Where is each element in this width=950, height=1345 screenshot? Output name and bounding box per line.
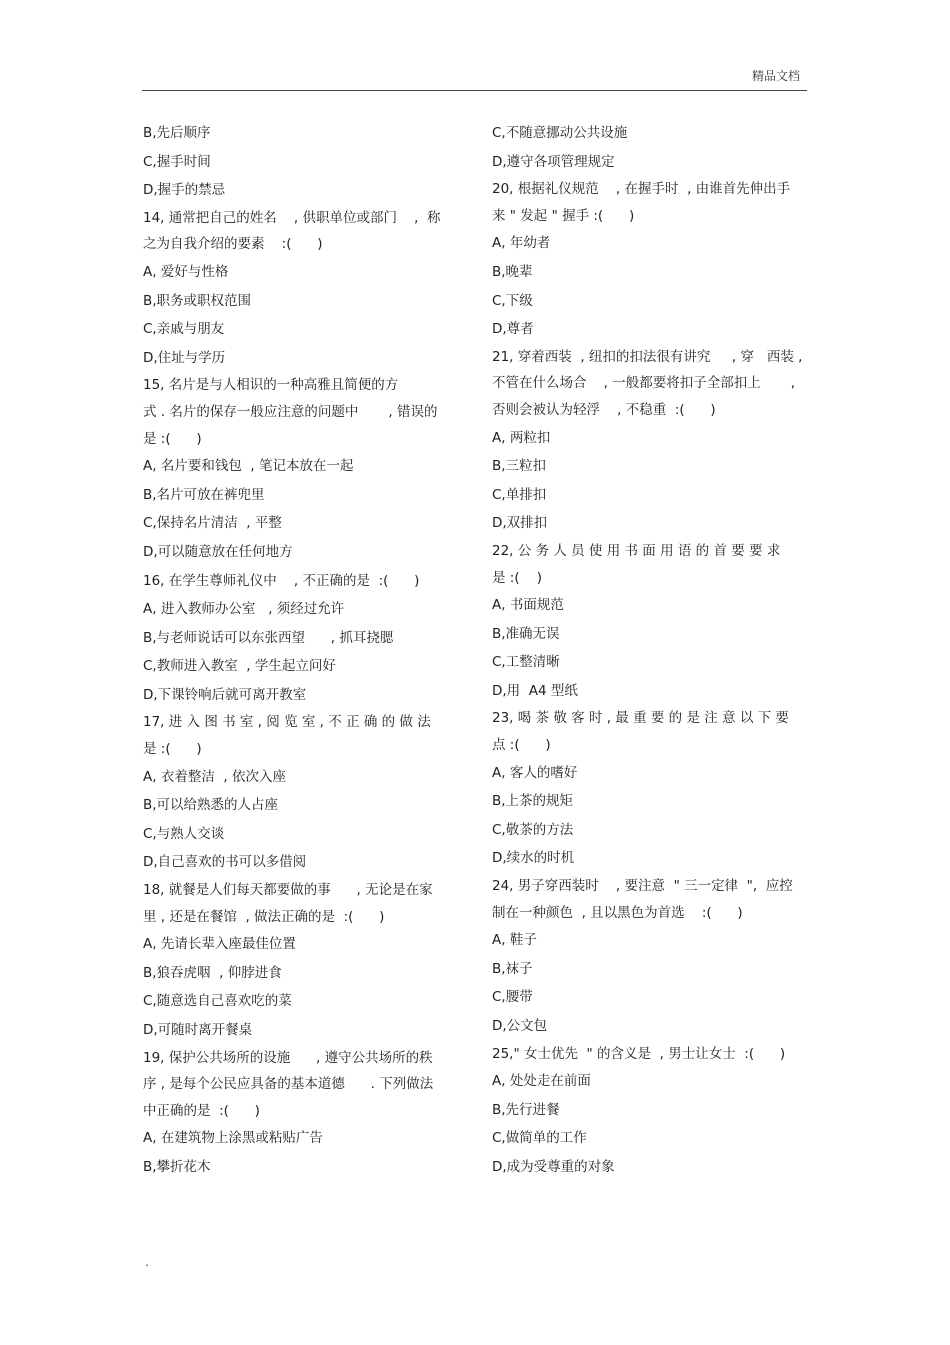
question-line: 17, 进 入 图 书 室 , 阅 览 室 , 不 正 确 的 做 法	[143, 714, 431, 731]
option-line: C,不随意挪动公共设施	[492, 125, 628, 141]
page-header-label: 精品文档	[752, 69, 801, 83]
question-line: 22, 公 务 人 员 使 用 书 面 用 语 的 首 要 要 求	[492, 542, 781, 559]
option-line: B,袜子	[492, 960, 533, 977]
option-line: A, 在建筑物上涂黑或粘贴广告	[143, 1130, 323, 1147]
question-line: 18, 就餐是人们每天都要做的事 , 无论是在家	[143, 882, 433, 899]
option-line: C,握手时间	[143, 153, 211, 170]
option-line: B,三粒扣	[492, 458, 547, 475]
question-line: 来 " 发起 " 握手 :( )	[492, 207, 635, 224]
option-line: C,教师进入教室 , 学生起立问好	[143, 658, 336, 675]
option-line: C,保持名片清洁 , 平整	[143, 515, 282, 532]
question-line: 里 , 还是在餐馆 , 做法正确的是 :( )	[143, 908, 385, 925]
question-line: 23, 喝 茶 敬 客 时 , 最 重 要 的 是 注 意 以 下 要	[492, 710, 789, 727]
question-line: 14, 通常把自己的姓名 , 供职单位或部门 , 称	[143, 209, 441, 226]
option-line: B,晚辈	[492, 263, 533, 280]
option-line: C,与熟人交谈	[143, 825, 225, 842]
option-line: A, 客人的嗜好	[492, 764, 578, 781]
option-line: C,单排扣	[492, 486, 547, 503]
option-line: B,先行进餐	[492, 1101, 560, 1118]
option-line: A, 两粒扣	[492, 429, 551, 446]
option-line: A, 爱好与性格	[143, 263, 229, 280]
question-line: 制在一种颜色 , 且以黑色为首选 :( )	[492, 904, 743, 921]
option-line: B,上茶的规矩	[492, 793, 574, 810]
option-line: A, 处处走在前面	[492, 1073, 591, 1090]
option-line: B,狼吞虎咽 , 仰脖进食	[143, 964, 282, 981]
option-line: D,公文包	[492, 1018, 548, 1034]
question-line: 24, 男子穿西装时 , 要注意 " 三一定律 ", 应控	[492, 878, 793, 895]
question-line: 是 :( )	[492, 569, 543, 586]
option-line: B,与老师说话可以东张西望 , 抓耳挠腮	[143, 629, 394, 646]
question-line: 是 :( )	[143, 430, 202, 447]
option-line: C,做简单的工作	[492, 1130, 587, 1147]
question-line: 15, 名片是与人相识的一种高雅且简便的方	[143, 377, 399, 394]
question-line: 20, 根据礼仪规范 , 在握手时 , 由谁首先伸出手	[492, 181, 791, 198]
option-line: A, 衣着整洁 , 依次入座	[143, 768, 286, 785]
option-line: D,遵守各项管理规定	[492, 153, 615, 170]
option-line: B,先后顺序	[143, 125, 211, 141]
option-line: D,双排扣	[492, 515, 548, 532]
question-line: 不管在什么场合 , 一般都要将扣子全部扣上 ,	[492, 375, 796, 392]
question-line: 否则会被认为轻浮 , 不稳重 :( )	[492, 401, 716, 418]
question-line: 序 , 是每个公民应具备的基本道德 . 下列做法	[143, 1076, 434, 1093]
option-line: B,攀折花木	[143, 1158, 211, 1175]
option-line: D,住址与学历	[143, 349, 226, 366]
option-line: C,敬茶的方法	[492, 821, 574, 838]
question-line: 之为自我介绍的要素 :( )	[143, 236, 323, 253]
option-line: C,随意选自己喜欢吃的菜	[143, 993, 292, 1010]
option-line: C,下级	[492, 292, 533, 309]
option-line: A, 书面规范	[492, 597, 564, 614]
option-line: C,工整清晰	[492, 654, 560, 671]
header-rule	[142, 90, 807, 91]
option-line: D,自己喜欢的书可以多借阅	[143, 854, 307, 871]
question-line: 是 :( )	[143, 741, 202, 758]
question-line: 式 . 名片的保存一般应注意的问题中 , 错误的	[143, 403, 438, 420]
option-line: A, 进入教师办公室 , 须经过允许	[143, 601, 345, 618]
footer-mark: .	[145, 1255, 149, 1269]
option-line: 16, 在学生尊师礼仪中 , 不正确的是 :( )	[143, 572, 420, 589]
right-column	[492, 119, 810, 1182]
left-column	[143, 119, 461, 1182]
option-line: D,握手的禁忌	[143, 182, 226, 199]
option-line: D,成为受尊重的对象	[492, 1158, 615, 1175]
option-line: D,尊者	[492, 321, 534, 338]
option-line: D,用 A4 型纸	[492, 682, 578, 699]
question-line: 点 :( )	[492, 737, 551, 754]
option-line: B,可以给熟悉的人占座	[143, 797, 279, 814]
option-line: C,腰带	[492, 989, 533, 1006]
question-line: 25," 女士优先 " 的含义是 , 男士让女士 :( )	[492, 1045, 786, 1062]
option-line: D,可以随意放在任何地方	[143, 543, 293, 560]
option-line: D,下课铃响后就可离开教室	[143, 686, 307, 703]
option-line: A, 名片要和钱包 , 笔记本放在一起	[143, 458, 354, 475]
option-line: A, 年幼者	[492, 235, 551, 252]
question-line: 中正确的是 :( )	[143, 1102, 260, 1119]
option-line: B,名片可放在裤兜里	[143, 486, 265, 503]
option-line: C,亲戚与朋友	[143, 321, 225, 338]
option-line: A, 先请长辈入座最佳位置	[143, 936, 296, 953]
option-line: B,准确无误	[492, 625, 560, 642]
question-line: 19, 保护公共场所的设施 , 遵守公共场所的秩	[143, 1049, 433, 1066]
option-line: A, 鞋子	[492, 932, 537, 949]
option-line: D,可随时离开餐桌	[143, 1022, 253, 1038]
option-line: B,职务或职权范围	[143, 292, 252, 309]
option-line: D,续水的时机	[492, 850, 575, 867]
question-line: 21, 穿着西装 , 纽扣的扣法很有讲究 , 穿 西装 ,	[492, 348, 803, 365]
